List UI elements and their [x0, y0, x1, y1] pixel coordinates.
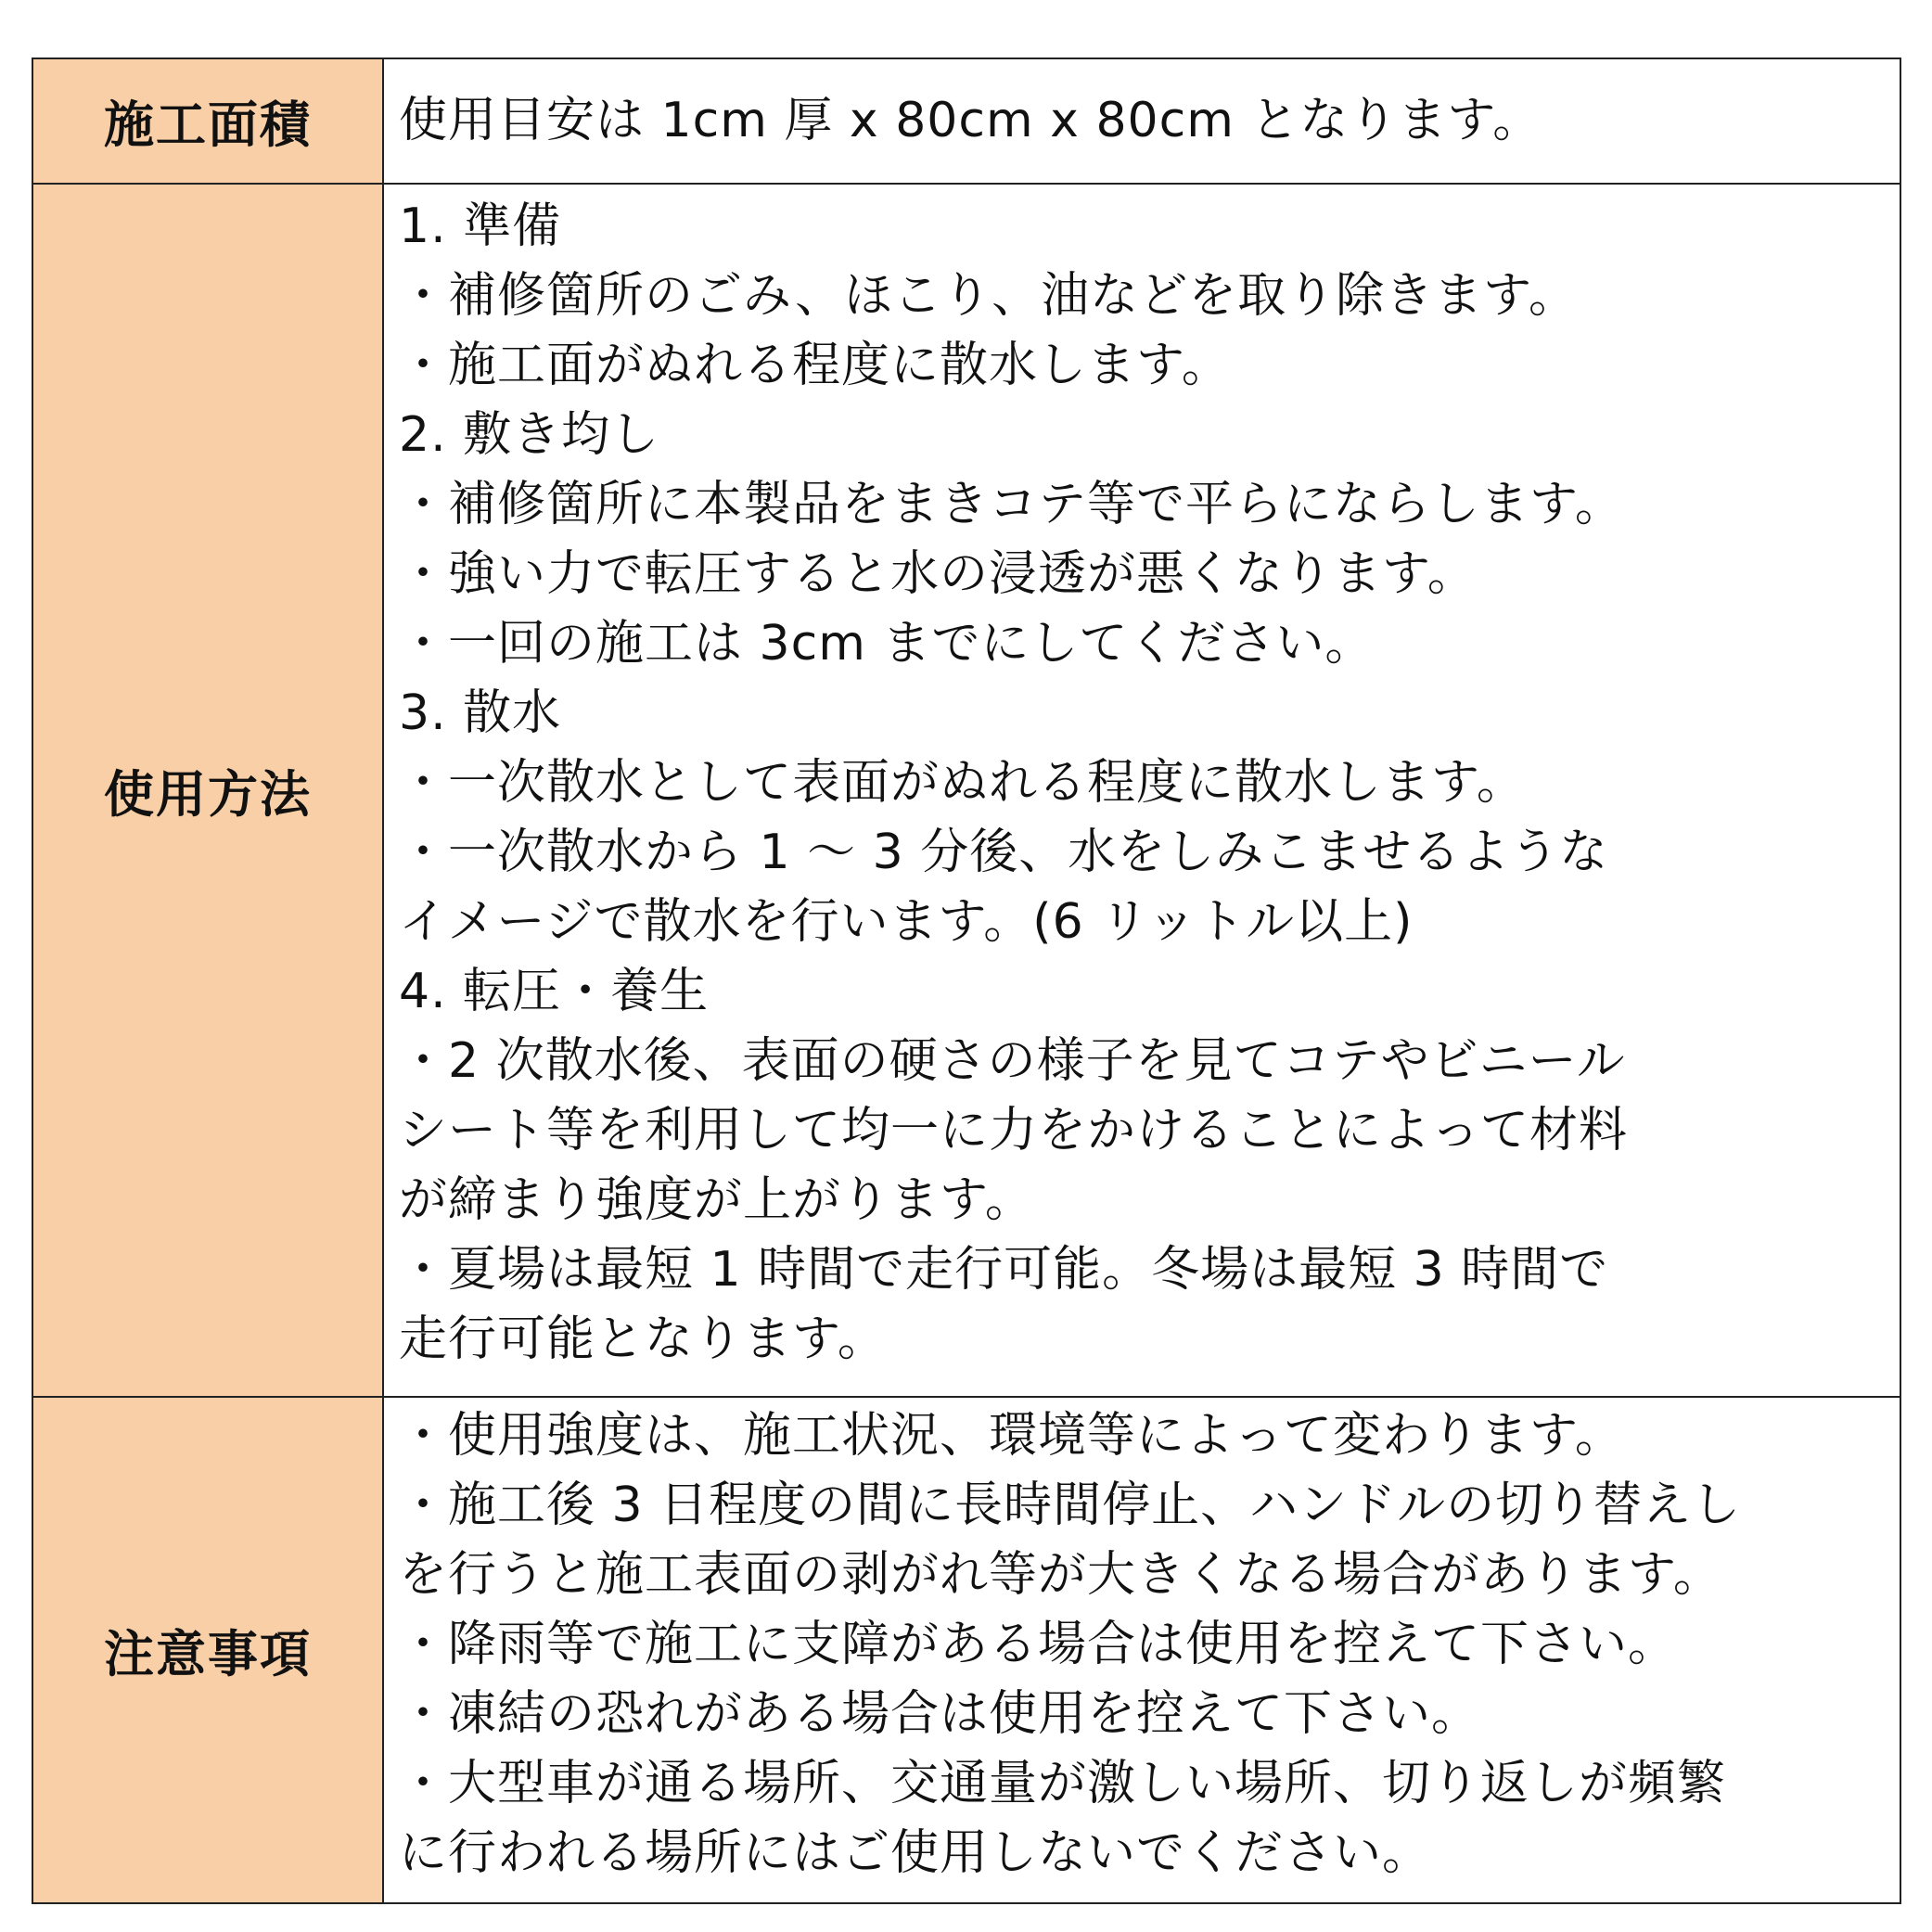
section-heading: 1. 準備 [399, 198, 562, 254]
table-row-method [32, 184, 1900, 1397]
content-line: ・一回の施工は 3cm までにしてください。 [399, 616, 1375, 672]
content-line: ・一次散水から 1 ～ 3 分後、水をしみこませるような [399, 825, 1609, 880]
content-line: シート等を利用して均一に力をかけることによって材料 [399, 1103, 1629, 1158]
content-line: ・施工後 3 日程度の間に長時間停止、ハンドルの切り替えし [399, 1478, 1742, 1533]
content-line: ・強い力で転圧すると水の浸透が悪くなります。 [399, 546, 1477, 602]
content-line: イメージで散水を行います。(6 リットル以上) [399, 894, 1414, 950]
content-line: ・使用強度は、施工状況、環境等によって変わります。 [399, 1408, 1624, 1464]
content-line: に行われる場所にはご使用しないでください。 [399, 1825, 1432, 1881]
section-heading: 2. 敷き均し [399, 407, 660, 463]
content-line: 使用目安は 1cm 厚 x 80cm x 80cm となります。 [399, 93, 1542, 148]
table-row-area [32, 58, 1900, 184]
table-row-caution [32, 1397, 1900, 1903]
content-line: が締まり強度が上がります。 [399, 1172, 1034, 1228]
content-line: を行うと施工表面の剥がれ等が大きくなる場合があります。 [399, 1547, 1722, 1603]
content-line: ・降雨等で施工に支障がある場合は使用を控えて下さい。 [399, 1617, 1678, 1672]
row-label: 使用方法 [32, 184, 383, 1397]
content-line: ・夏場は最短 1 時間で走行可能。冬場は最短 3 時間で [399, 1242, 1609, 1298]
content-line: ・一次散水として表面がぬれる程度に散水します。 [399, 755, 1526, 811]
section-heading: 4. 転圧・養生 [399, 964, 710, 1019]
spec-table [32, 58, 1901, 1904]
row-content [383, 58, 1900, 184]
content-line: ・大型車が通る場所、交通量が激しい場所、切り返しが頻繁 [399, 1756, 1727, 1811]
content-line: ・2 次散水後、表面の硬さの様子を見てコテやビニール [399, 1033, 1626, 1089]
content-line: ・施工面がぬれる程度に散水します。 [399, 338, 1231, 393]
section-heading: 3. 散水 [399, 685, 562, 741]
content-line: 走行可能となります。 [399, 1311, 887, 1367]
row-label: 施工面積 [32, 58, 383, 184]
row-content [383, 184, 1900, 1397]
content-line: ・補修箇所のごみ、ほこり、油などを取り除きます。 [399, 268, 1578, 324]
row-content [383, 1397, 1900, 1903]
content-line: ・補修箇所に本製品をまきコテ等で平らにならします。 [399, 477, 1624, 532]
row-label: 注意事項 [32, 1397, 383, 1903]
content-line: ・凍結の恐れがある場合は使用を控えて下さい。 [399, 1686, 1481, 1742]
